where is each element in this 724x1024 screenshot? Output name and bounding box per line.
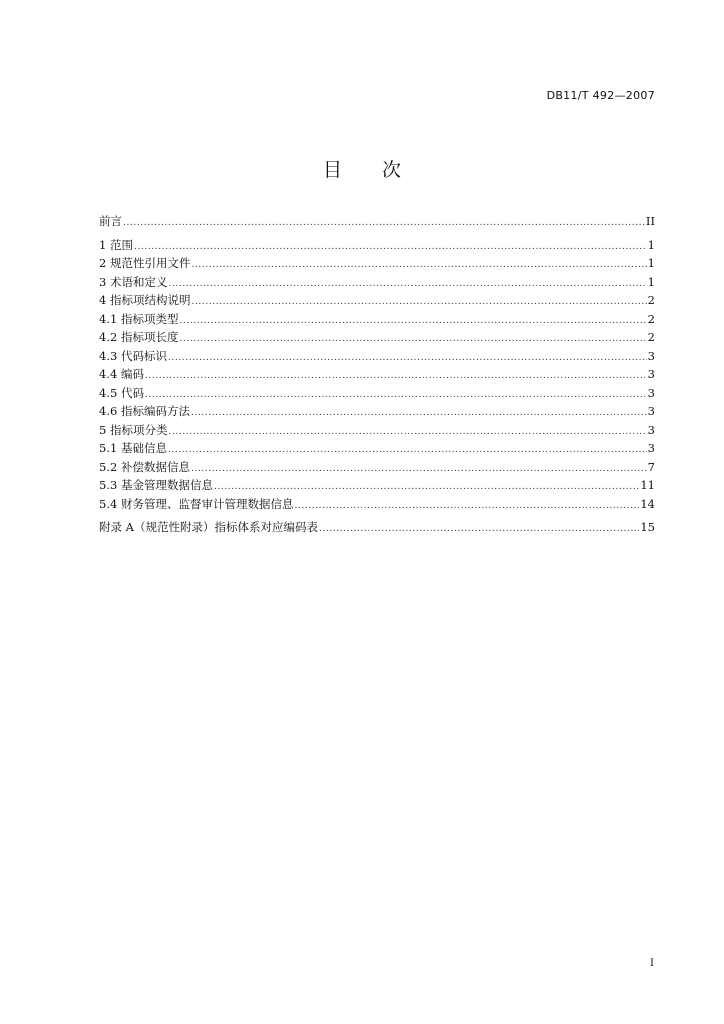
toc-entry[interactable] <box>99 495 655 514</box>
toc-dot-leader <box>179 330 646 349</box>
toc-entry-page: 15 <box>640 520 655 534</box>
page-title: 目 次 <box>322 159 402 181</box>
toc-dot-leader <box>168 275 646 294</box>
toc-entry[interactable] <box>99 476 655 495</box>
toc-entry-label: 3 术语和定义 <box>99 274 168 289</box>
toc-dot-leader <box>168 423 646 442</box>
toc-entry-label: 4.1 指标项类型 <box>99 311 179 326</box>
toc-entry-page: 3 <box>647 441 655 455</box>
toc-entry[interactable] <box>99 402 655 421</box>
toc-entry-page: 3 <box>647 385 655 400</box>
toc-entry-label: 5.3 基金管理数据信息 <box>99 478 213 492</box>
toc-entry[interactable] <box>99 328 655 347</box>
toc-entry[interactable] <box>99 254 655 273</box>
toc-entry[interactable] <box>99 310 655 329</box>
toc-entry-label: 5.2 补偿数据信息 <box>99 459 190 474</box>
toc-dot-leader <box>191 256 646 275</box>
toc-entry-label: 4.6 指标编码方法 <box>99 404 190 418</box>
toc-entry-label: 5.4 财务管理、监督审计管理数据信息 <box>99 496 294 511</box>
toc-entry-label: 5 指标项分类 <box>99 422 168 437</box>
toc-dot-leader <box>179 312 646 331</box>
toc-entry[interactable] <box>99 291 655 310</box>
toc-entry-page: 2 <box>647 330 655 344</box>
toc-entry[interactable] <box>99 212 655 231</box>
toc-dot-leader <box>168 349 647 368</box>
toc-entry[interactable] <box>99 421 655 440</box>
toc-entry[interactable] <box>99 518 655 537</box>
toc-entry[interactable] <box>99 384 655 403</box>
toc-entry-page: 7 <box>647 459 655 474</box>
document-code: DB11/T 492—2007 <box>546 89 655 102</box>
toc-entry-label: 4.5 代码 <box>99 385 144 400</box>
toc-dot-leader <box>145 386 647 405</box>
toc-entry-page: 3 <box>647 348 655 363</box>
toc-entry[interactable] <box>99 236 655 255</box>
toc-entry[interactable] <box>99 273 655 292</box>
toc-entry-page: 3 <box>647 367 655 381</box>
toc-entry-label: 4.4 编码 <box>99 367 144 381</box>
toc-entry-page: 14 <box>640 496 655 511</box>
toc-entry[interactable] <box>99 439 655 458</box>
toc-dot-leader <box>191 404 647 423</box>
toc-dot-leader <box>123 214 645 233</box>
toc-entry-page: 1 <box>647 274 655 289</box>
toc-entry-page: 2 <box>647 293 655 307</box>
toc-entry-label: 4.3 代码标识 <box>99 348 167 363</box>
toc-entry[interactable] <box>99 458 655 477</box>
toc-entry-page: 1 <box>647 256 655 270</box>
table-of-contents <box>99 212 655 537</box>
toc-dot-leader <box>191 460 647 479</box>
toc-entry-page: 3 <box>647 422 655 437</box>
toc-entry-label: 1 范围 <box>99 237 133 252</box>
toc-entry-label: 4.2 指标项长度 <box>99 330 179 344</box>
toc-entry[interactable] <box>99 347 655 366</box>
toc-entry[interactable] <box>99 365 655 384</box>
toc-entry-page: II <box>645 214 655 228</box>
toc-entry-page: 2 <box>647 311 655 326</box>
toc-entry-label: 5.1 基础信息 <box>99 441 167 455</box>
toc-dot-leader <box>294 497 639 516</box>
toc-entry-page: 1 <box>647 237 655 252</box>
toc-dot-leader <box>191 293 646 312</box>
toc-entry-label: 前言 <box>99 214 122 228</box>
toc-dot-leader <box>145 367 647 386</box>
toc-entry-label: 附录 A（规范性附录）指标体系对应编码表 <box>99 520 318 534</box>
toc-entry-label: 2 规范性引用文件 <box>99 256 191 270</box>
toc-entry-page: 3 <box>647 404 655 418</box>
toc-dot-leader <box>168 441 647 460</box>
toc-entry-label: 4 指标项结构说明 <box>99 293 191 307</box>
toc-dot-leader <box>319 520 639 539</box>
toc-dot-leader <box>134 238 647 257</box>
toc-entry-page: 11 <box>640 478 655 492</box>
page-number: I <box>650 958 654 969</box>
